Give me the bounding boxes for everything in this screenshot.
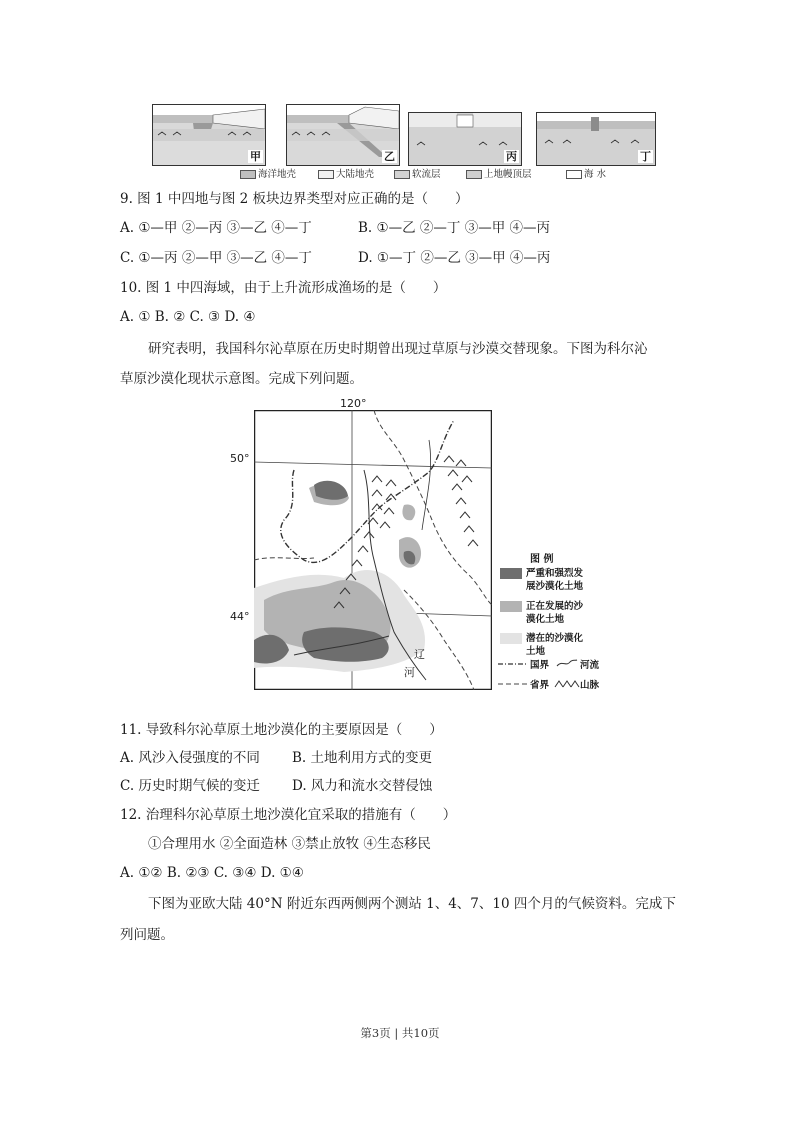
map-legend-river-symbol xyxy=(556,658,578,668)
map-legend-mountain-symbol xyxy=(554,678,580,688)
q11-option-c: C. 历史时期气候的变迁 xyxy=(120,778,260,794)
q11-stem: 11. 导致科尔沁草原土地沙漠化的主要原因是（ ） xyxy=(120,722,443,738)
map-lat-50-label: 50° xyxy=(230,452,250,465)
plate-panel-yi xyxy=(286,104,400,166)
legend-swatch-seawater xyxy=(566,170,582,179)
q10-stem: 10. 图 1 中四海域，由于上升流形成渔场的是（ ） xyxy=(120,280,447,296)
panel-label-yi: 乙 xyxy=(384,150,395,163)
legend-oceanic-crust: 海洋地壳 xyxy=(258,169,297,180)
map-river-char-1: 辽 xyxy=(414,648,425,661)
intro1-line2: 草原沙漠化现状示意图。完成下列问题。 xyxy=(120,371,363,387)
q9-option-c: C. ①—丙 ②—甲 ③—乙 ④—丁 xyxy=(120,250,312,266)
panel-label-jia: 甲 xyxy=(250,150,261,163)
map-legend-title: 图 例 xyxy=(530,554,554,565)
q11-option-b: B. 土地利用方式的变更 xyxy=(292,750,433,766)
intro2-line2: 列问题。 xyxy=(120,927,174,943)
q9-option-a: A. ①—甲 ②—丙 ③—乙 ④—丁 xyxy=(120,220,312,236)
intro2-line1: 下图为亚欧大陆 40°N 附近东西两侧两个测站 1、4、7、10 四个月的气候资料。完成下 xyxy=(148,896,676,912)
intro1-line1: 研究表明，我国科尔沁草原在历史时期曾出现过草原与沙漠交替现象。下图为科尔沁 xyxy=(148,341,648,357)
q12-options: A. ①② B. ②③ C. ③④ D. ①④ xyxy=(120,865,304,881)
map-legend-severe-line1: 严重和强烈发 xyxy=(526,568,584,579)
map-legend-province-symbol xyxy=(498,680,528,688)
map-legend-swatch-developing xyxy=(500,601,522,612)
map-lon-label: 120° xyxy=(340,397,367,410)
legend-asthenosphere: 软流层 xyxy=(412,169,441,180)
legend-swatch-asthenosphere xyxy=(394,170,410,179)
map-legend-border-symbol xyxy=(498,660,528,668)
map-legend-developing-line1: 正在发展的沙 xyxy=(526,601,584,612)
q12-stem: 12. 治理科尔沁草原土地沙漠化宜采取的措施有（ ） xyxy=(120,807,457,823)
legend-swatch-upper-mantle xyxy=(466,170,482,179)
legend-upper-mantle: 上地幔顶层 xyxy=(484,169,532,180)
map-river-char-2: 河 xyxy=(404,666,415,679)
map-legend-river: 河流 xyxy=(580,660,600,671)
map-legend-potential-line1: 潜在的沙漠化 xyxy=(526,633,584,644)
panel-label-bing: 丙 xyxy=(506,150,517,163)
map-legend-potential-line2: 土地 xyxy=(526,646,546,657)
legend-seawater: 海 水 xyxy=(584,169,607,180)
plate-panel-jia xyxy=(152,104,266,166)
map-lat-44-label: 44° xyxy=(230,610,250,623)
map-legend-province: 省界 xyxy=(530,680,550,691)
plate-panel-bing xyxy=(408,112,522,166)
q10-options: A. ① B. ② C. ③ D. ④ xyxy=(120,309,256,325)
legend-swatch-continental-crust xyxy=(318,170,334,179)
map-legend-developing-line2: 漠化土地 xyxy=(526,614,565,625)
q9-option-b: B. ①—乙 ②—丁 ③—甲 ④—丙 xyxy=(358,220,550,236)
legend-swatch-oceanic-crust xyxy=(240,170,256,179)
map-legend-border: 国界 xyxy=(530,660,550,671)
plate-panel-ding xyxy=(536,112,656,166)
q9-stem: 9. 图 1 中四地与图 2 板块边界类型对应正确的是（ ） xyxy=(120,191,469,207)
panel-label-ding: 丁 xyxy=(640,150,651,163)
q9-option-d: D. ①—丁 ②—乙 ③—甲 ④—丙 xyxy=(358,250,551,266)
map-legend-swatch-potential xyxy=(500,633,522,644)
map-legend-mountain: 山脉 xyxy=(580,680,600,691)
legend-continental-crust: 大陆地壳 xyxy=(336,169,375,180)
q11-option-a: A. 风沙入侵强度的不同 xyxy=(120,750,260,766)
map-legend-swatch-severe xyxy=(500,568,522,579)
horqin-desertification-map xyxy=(254,410,492,690)
page-footer: 第3页 | 共10页 xyxy=(360,1026,440,1040)
map-legend-severe-line2: 展沙漠化土地 xyxy=(526,581,584,592)
q11-option-d: D. 风力和流水交替侵蚀 xyxy=(292,778,433,794)
q12-items: ①合理用水 ②全面造林 ③禁止放牧 ④生态移民 xyxy=(148,836,431,852)
